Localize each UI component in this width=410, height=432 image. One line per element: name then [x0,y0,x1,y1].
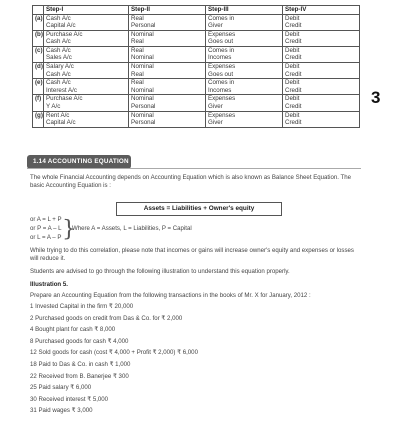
cell-line: Nominal [131,95,154,103]
cell-line: Expenses [208,95,236,103]
transaction-item: 8 Purchased goods for cash ₹ 4,000 [30,337,129,345]
header-label [33,6,44,15]
cell-line: Credit [285,38,302,46]
table-cell-step-2 [129,14,206,30]
table-cell-step-3 [206,63,283,79]
cell-line: Giver [208,119,223,127]
transaction-item: 2 Purchased goods on credit from Das & Co. for ₹ 2,000 [30,314,183,322]
advice-paragraph: Students are advised to go through the following illustration to understand this equation properly. [30,268,290,275]
illustration-prompt: Prepare an Accounting Equation from the following transactions in the books of Mr. X for January, 2012 : [30,292,311,299]
cell-line: Debit [285,111,300,119]
cell-line: Nominal [131,30,154,38]
cell-line: Real [131,46,144,54]
transaction-item: 4 Bought plant for cash ₹ 8,000 [30,326,116,334]
transaction-item: 30 Received interest ₹ 5,000 [30,395,109,403]
section-rule [27,168,361,169]
cell-line: Real [131,38,144,46]
table-cell-step-3 [206,14,283,30]
cell-line: Capital A/c [46,22,76,30]
header-step-1: Step-I [44,6,129,15]
table-cell-step-4 [283,111,360,127]
table-cell-step-2 [129,46,206,62]
cell-line: Expenses [208,111,236,119]
brace-symbol: } [62,217,76,242]
table-cell-step-4 [283,30,360,46]
cell-line: Expenses [208,30,236,38]
cell-line: Personal [131,22,156,30]
row-label: (g) [33,111,44,127]
table-cell-step-1 [44,111,129,127]
header-step-4: Step-IV [283,6,360,15]
table-header-row [33,6,360,15]
table-row [33,79,360,95]
table-row [33,95,360,111]
transaction-item: 18 Paid to Das & Co. in cash ₹ 1,000 [30,361,131,368]
transaction-item: 12 Sold goods for cash (cost ₹ 4,000 + Profit ₹ 2,000) ₹ 6,000 [30,349,198,357]
cell-line: Purchase A/c [46,95,83,103]
cell-line: Purchase A/c [46,30,83,38]
cell-line: Salary A/c [46,63,74,71]
cell-line: Nominal [131,86,154,94]
table-row [33,14,360,30]
cell-line: Nominal [131,111,154,119]
cell-line: Debit [285,30,300,38]
cell-line: Rent A/c [46,111,70,119]
cell-line: Giver [208,103,223,111]
table-cell-step-1 [44,95,129,111]
transaction-item: 1 Invested Capital in the firm ₹ 20,000 [30,303,134,310]
cell-line: Debit [285,46,300,54]
row-label: (e) [33,79,44,95]
account-classification-table [32,5,360,128]
row-label: (b) [33,30,44,46]
cell-line: Incomes [208,86,232,94]
row-label: (a) [33,14,44,30]
cell-line: Real [131,79,144,87]
equation-box: Assets = Liabilities + Owner's equity [116,202,282,216]
cell-line: Debit [285,95,300,103]
table-cell-step-4 [283,95,360,111]
transaction-item: 25 Paid salary ₹ 6,000 [30,384,92,392]
table-cell-step-4 [283,14,360,30]
section-heading: 1.14 ACCOUNTING EQUATION [27,155,131,169]
cell-line: Cash A/c [46,70,71,78]
cell-line: Credit [285,86,302,94]
cell-line: Cash A/c [46,14,71,22]
illustration-title: Illustration 5. [30,281,68,288]
table-cell-step-4 [283,63,360,79]
cell-line: Debit [285,63,300,71]
cell-line: Comes in [208,14,235,22]
table-cell-step-4 [283,79,360,95]
table-cell-step-3 [206,30,283,46]
equation-form-1: or A = L + P [30,216,62,223]
table-row [33,30,360,46]
table-cell-step-3 [206,79,283,95]
cell-line: Real [131,14,144,22]
cell-line: Nominal [131,54,154,62]
table-cell-step-2 [129,95,206,111]
cell-line: Credit [285,22,302,30]
cell-line: Capital A/c [46,119,76,127]
cell-line: Real [131,70,144,78]
side-number: 3 [371,88,381,107]
cell-line: Expenses [208,63,236,71]
cell-line: Personal [131,119,156,127]
table-cell-step-1 [44,46,129,62]
table-cell-step-2 [129,79,206,95]
equation-form-2: or P = A – L [30,225,62,232]
equation-form-3: or L = A – P [30,234,62,241]
cell-line: Nominal [131,63,154,71]
table-cell-step-3 [206,111,283,127]
cell-line: Cash A/c [46,38,71,46]
table-cell-step-1 [44,30,129,46]
cell-line: Goes out [208,38,234,46]
table-cell-step-1 [44,63,129,79]
table-cell-step-2 [129,111,206,127]
cell-line: Goes out [208,70,234,78]
cell-line: Cash A/c [46,79,71,87]
table-cell-step-2 [129,30,206,46]
table-cell-step-4 [283,46,360,62]
cell-line: Credit [285,54,302,62]
transaction-item: 22 Received from B. Banerjee ₹ 300 [30,372,129,380]
cell-line: Interest A/c [46,86,77,94]
cell-line: Comes in [208,79,235,87]
table-row [33,63,360,79]
table-cell-step-1 [44,14,129,30]
cell-line: Credit [285,70,302,78]
correlation-paragraph: While trying to do this correlation, please note that incomes or gains will increase owner's equity and expenses or losses will reduce it. [30,247,354,263]
cell-line: Comes in [208,46,235,54]
table-cell-step-3 [206,46,283,62]
table-cell-step-2 [129,63,206,79]
table-cell-step-1 [44,79,129,95]
table-row [33,46,360,62]
cell-line: Incomes [208,54,232,62]
row-label: (d) [33,63,44,79]
header-step-2: Step-II [129,6,206,15]
cell-line: Debit [285,14,300,22]
cell-line: Debit [285,79,300,87]
row-label: (f) [33,95,44,111]
row-label: (c) [33,46,44,62]
where-note: Where A = Assets, L = Liabilities, P = Capital [72,225,192,232]
cell-line: Y A/c [46,103,61,111]
cell-line: Credit [285,119,302,127]
table-cell-step-3 [206,95,283,111]
cell-line: Sales A/c [46,54,72,62]
cell-line: Cash A/c [46,46,71,54]
intro-paragraph: The whole Financial Accounting depends on Accounting Equation which is also known as Balance Sheet Equation. The basic Accounting Equation is : [30,174,352,190]
cell-line: Personal [131,103,156,111]
transaction-item: 31 Paid wages ₹ 3,000 [30,407,93,415]
cell-line: Credit [285,103,302,111]
cell-line: Giver [208,22,223,30]
table-row [33,111,360,127]
header-step-3: Step-III [206,6,283,15]
